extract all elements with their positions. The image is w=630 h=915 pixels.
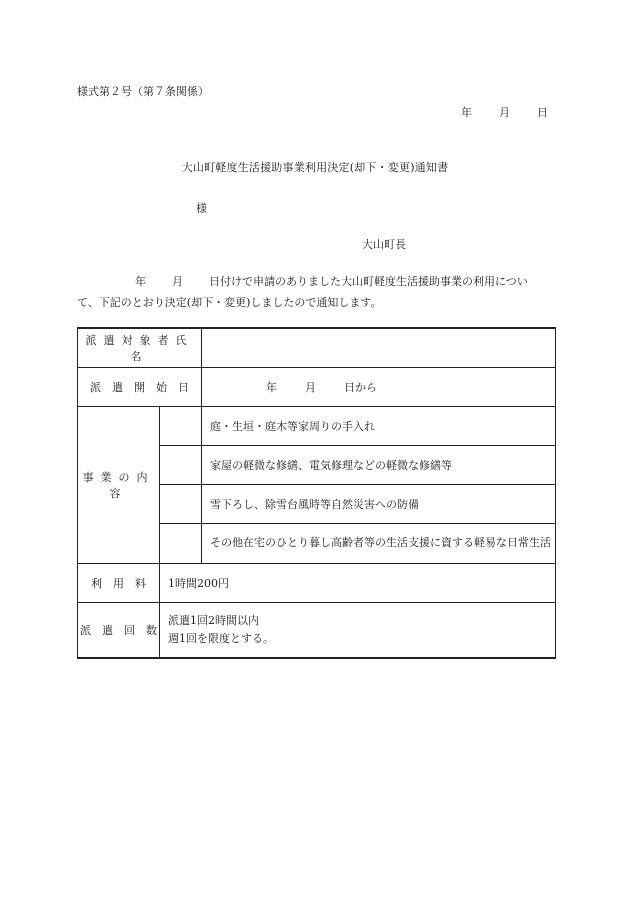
table-row-content-1: [78, 406, 556, 445]
content-mark-2: [160, 445, 202, 484]
body-line1: 日付けで申請のありました大山町軽度生活援助事業の利用につい: [209, 275, 528, 288]
content-item: その他在宅のひとり暮し高齢者等の生活支援に資する軽易な日常生活: [202, 523, 556, 563]
date-month: 月: [499, 106, 510, 119]
fee-label: 利 用 料: [78, 563, 160, 602]
recipient-suffix: 様: [196, 202, 207, 215]
form-number: 様式第２号（第７条関係）: [77, 85, 209, 98]
table-row-count: [78, 602, 556, 658]
table-row-name: [78, 328, 556, 367]
start-year: 年: [266, 380, 277, 394]
start-label: 派 遣 開 始 日: [78, 367, 202, 406]
count-line1: 派遣1回2時間以内: [168, 613, 259, 627]
content-item: 雪下ろし、除雪台風時等自然災害への防備: [202, 484, 556, 523]
count-line2: 週1回を限度とする。: [168, 631, 274, 645]
date-day: 日: [537, 106, 548, 119]
name-value: [202, 328, 556, 367]
count-label: 派 遣 回 数: [78, 602, 160, 658]
body-text: [77, 271, 553, 313]
table-row-fee: [78, 563, 556, 602]
content-mark-4: [160, 523, 202, 563]
content-label: 事業の内容: [78, 406, 160, 563]
body-year: 年: [135, 275, 146, 288]
date-year: 年: [461, 106, 472, 119]
fee-value: 1時間200円: [160, 563, 556, 602]
table-row-start: [78, 367, 556, 406]
issuer: 大山町長: [362, 238, 406, 251]
count-value: [160, 602, 556, 658]
content-item: 庭・生垣・庭木等家周りの手入れ: [202, 406, 556, 445]
content-item: 家屋の軽微な修繕、電気修理などの軽微な修繕等: [202, 445, 556, 484]
detail-table: [77, 327, 556, 659]
start-month: 月: [305, 380, 316, 394]
body-month: 月: [172, 275, 183, 288]
start-value: [202, 367, 556, 406]
start-suffix: 日から: [344, 380, 377, 394]
name-label: 派遣対象者氏名: [78, 328, 202, 367]
document-title: 大山町軽度生活援助事業利用決定(却下・変更)通知書: [181, 161, 449, 174]
date-line: [461, 104, 548, 120]
content-mark-3: [160, 484, 202, 523]
content-mark-1: [160, 406, 202, 445]
body-line2: て、下記のとおり決定(却下・変更)しましたので通知します。: [77, 296, 382, 309]
